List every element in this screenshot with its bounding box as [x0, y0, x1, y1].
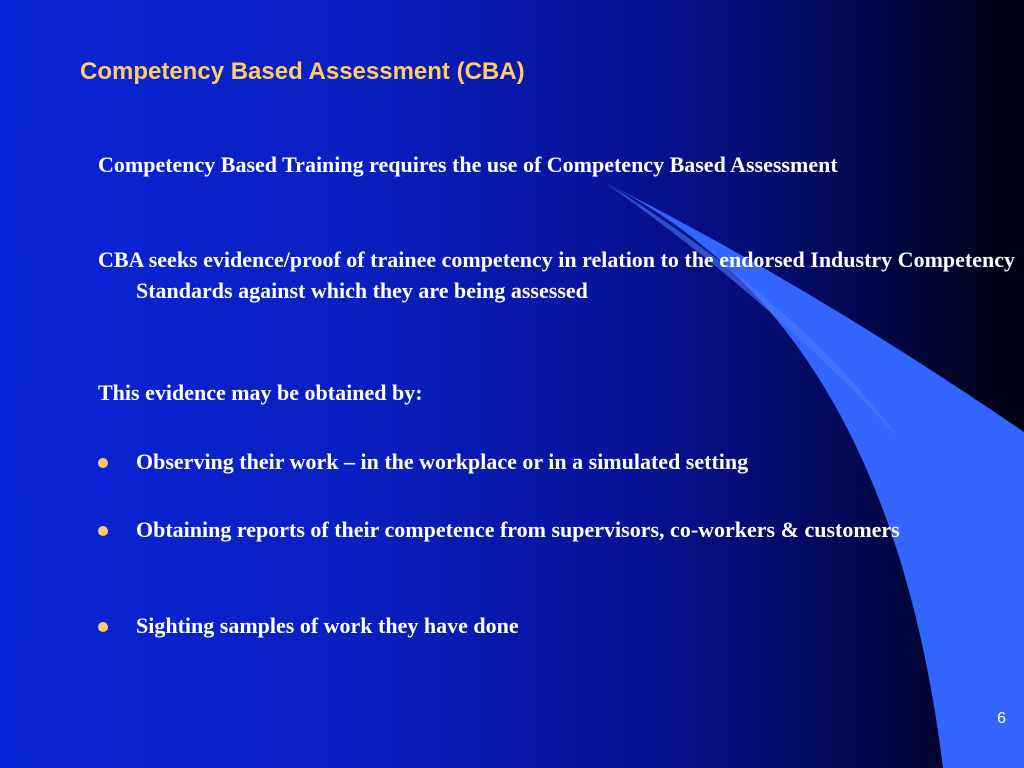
bullet-item-samples [98, 612, 998, 640]
slide-title: Competency Based Assessment (CBA) [80, 58, 525, 85]
bullet-icon [98, 622, 108, 632]
page-number: 6 [997, 710, 1006, 727]
bullet-text: Obtaining reports of their competence from supervisors, co-workers & customers [136, 517, 900, 542]
bullet-text: Sighting samples of work they have done [136, 613, 519, 638]
paragraph-cba-evidence: CBA seeks evidence/proof of trainee competency in relation to the endorsed Industry Competency Standards against which they are being assessed [98, 247, 1015, 303]
bullet-item-observing [98, 448, 998, 476]
bullet-item-reports [98, 516, 998, 544]
paragraph-cbt: Competency Based Training requires the use of Competency Based Assessment [98, 152, 838, 177]
bullet-icon [98, 458, 108, 468]
bullet-icon [98, 526, 108, 536]
paragraph-evidence-intro: This evidence may be obtained by: [98, 380, 423, 405]
bullet-text: Observing their work – in the workplace or in a simulated setting [136, 449, 749, 474]
